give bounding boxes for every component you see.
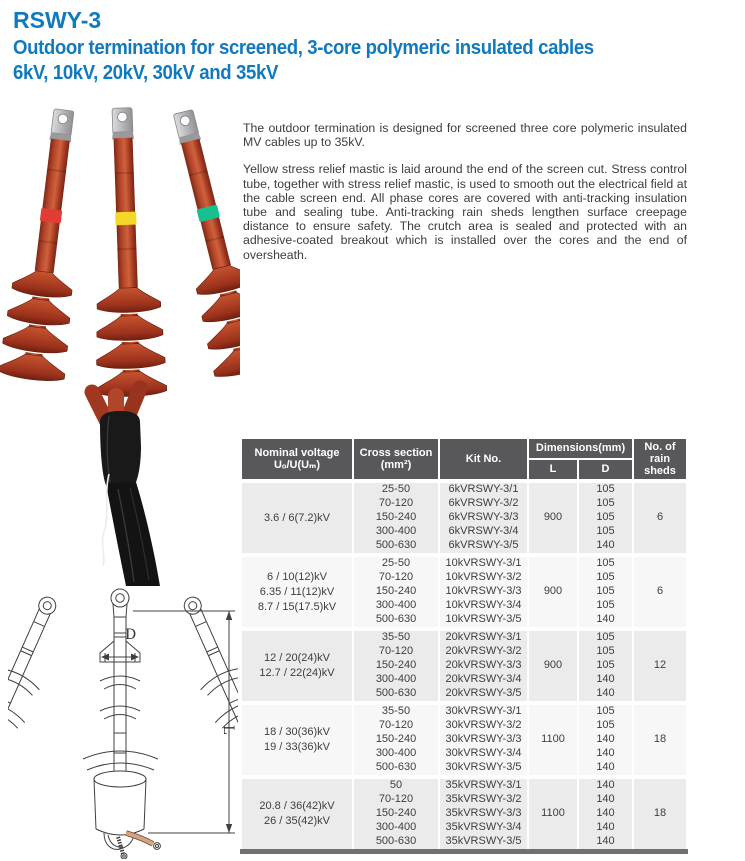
spec-table	[240, 437, 688, 854]
cell-cross-section: 500-630	[353, 613, 439, 629]
cell-dim-d: 105	[578, 511, 633, 525]
phase-band-yellow	[115, 212, 136, 226]
cell-kit-no: 6kVRSWY-3/2	[439, 497, 528, 511]
product-photo	[0, 104, 240, 586]
cell-dim-l: 1100	[528, 703, 578, 777]
header-dim-l: L	[528, 459, 578, 481]
cell-cross-section: 70-120	[353, 793, 439, 807]
cell-voltage: 18 / 30(36)kV 19 / 33(36)kV	[241, 703, 353, 777]
cell-dim-d: 105	[578, 719, 633, 733]
cell-dim-d: 105	[578, 599, 633, 613]
cell-cross-section: 150-240	[353, 733, 439, 747]
description-paragraph-2: Yellow stress relief mastic is laid around the end of the screen cut. Stress control tube, together with stress relief mastic, is used to smooth out the electrical field at the cable screen end. All phase cores are covered with anti-tracking insulation tube and sealing tube. Anti-tracking rain sheds lengthen surface creepage distance to ensure safety. The crutch area is sealed and protected with an adhesive-coated breakout which is installed over the cores and the end of oversheath.	[243, 162, 687, 262]
cell-rain-sheds: 18	[633, 703, 687, 777]
cell-dim-d: 105	[578, 525, 633, 539]
cell-voltage: 12 / 20(24)kV 12.7 / 22(24)kV	[241, 629, 353, 703]
header-nominal-voltage-line2: Uₒ/U(Uₘ)	[273, 459, 321, 471]
cell-dim-d: 105	[578, 585, 633, 599]
cell-cross-section: 300-400	[353, 599, 439, 613]
header-nominal-voltage-line1: Nominal voltage	[254, 447, 340, 459]
cell-kit-no: 35kVRSWY-3/4	[439, 821, 528, 835]
cell-dim-d: 140	[578, 747, 633, 761]
header-rain-sheds-line2: rain sheds	[644, 453, 676, 477]
cell-dim-d: 105	[578, 497, 633, 511]
header-rain-sheds-line1: No. of	[644, 441, 676, 453]
header-nominal-voltage	[241, 438, 353, 481]
cell-cross-section: 500-630	[353, 835, 439, 852]
termination-photo-graphic	[0, 104, 240, 586]
cell-kit-no: 20kVRSWY-3/5	[439, 687, 528, 703]
cell-dim-l: 900	[528, 555, 578, 629]
header-cross-section-line1: Cross section	[359, 447, 433, 459]
cell-dim-d: 140	[578, 835, 633, 852]
cell-cross-section: 300-400	[353, 673, 439, 687]
cell-kit-no: 20kVRSWY-3/2	[439, 645, 528, 659]
spec-table-body	[241, 481, 687, 852]
cell-cross-section: 300-400	[353, 525, 439, 539]
cell-dim-d: 105	[578, 571, 633, 585]
cell-kit-no: 30kVRSWY-3/1	[439, 703, 528, 719]
table-row	[241, 481, 687, 497]
cell-cross-section: 150-240	[353, 585, 439, 599]
header-kit-no: Kit No.	[439, 438, 528, 481]
cell-voltage: 20.8 / 36(42)kV 26 / 35(42)kV	[241, 777, 353, 852]
cell-kit-no: 10kVRSWY-3/5	[439, 613, 528, 629]
table-row	[241, 777, 687, 793]
cell-dim-l: 900	[528, 481, 578, 555]
cell-kit-no: 6kVRSWY-3/4	[439, 525, 528, 539]
cell-rain-sheds: 6	[633, 555, 687, 629]
cell-dim-d: 140	[578, 539, 633, 555]
cell-dim-d: 140	[578, 687, 633, 703]
cell-dim-d: 105	[578, 555, 633, 571]
header-cross-section-line2: (mm²)	[380, 459, 412, 471]
cell-cross-section: 50	[353, 777, 439, 793]
cell-kit-no: 35kVRSWY-3/2	[439, 793, 528, 807]
cell-kit-no: 35kVRSWY-3/1	[439, 777, 528, 793]
cell-dim-d: 140	[578, 807, 633, 821]
cell-voltage: 3.6 / 6(7.2)kV	[241, 481, 353, 555]
cell-kit-no: 30kVRSWY-3/3	[439, 733, 528, 747]
cell-cross-section: 150-240	[353, 807, 439, 821]
cell-dim-d: 105	[578, 629, 633, 645]
cell-cross-section: 500-630	[353, 539, 439, 555]
center-phase-core	[87, 107, 167, 398]
cell-dim-d: 105	[578, 659, 633, 673]
cell-kit-no: 10kVRSWY-3/3	[439, 585, 528, 599]
cell-cross-section: 500-630	[353, 761, 439, 777]
cell-cross-section: 25-50	[353, 481, 439, 497]
table-row	[241, 703, 687, 719]
cell-cross-section: 70-120	[353, 645, 439, 659]
dimension-label-l: L	[220, 725, 236, 735]
cell-dim-d: 140	[578, 673, 633, 687]
cell-dim-d: 140	[578, 733, 633, 747]
cell-dim-d: 105	[578, 645, 633, 659]
cell-cross-section: 500-630	[353, 687, 439, 703]
cell-kit-no: 30kVRSWY-3/2	[439, 719, 528, 733]
description-paragraph-1: The outdoor termination is designed for screened three core polymeric insulated MV cables up to 35kV.	[243, 121, 687, 150]
table-row	[241, 555, 687, 571]
dimension-drawing	[8, 583, 238, 859]
cell-kit-no: 10kVRSWY-3/1	[439, 555, 528, 571]
product-code: RSWY-3	[13, 7, 102, 33]
cell-dim-d: 140	[578, 613, 633, 629]
description	[243, 121, 687, 275]
cell-kit-no: 6kVRSWY-3/5	[439, 539, 528, 555]
cell-kit-no: 30kVRSWY-3/5	[439, 761, 528, 777]
cell-cross-section: 70-120	[353, 571, 439, 585]
cell-cross-section: 70-120	[353, 497, 439, 511]
cell-cross-section: 300-400	[353, 821, 439, 835]
cell-dim-d: 140	[578, 761, 633, 777]
cell-rain-sheds: 12	[633, 629, 687, 703]
cell-kit-no: 20kVRSWY-3/4	[439, 673, 528, 687]
cell-kit-no: 20kVRSWY-3/3	[439, 659, 528, 673]
cell-rain-sheds: 6	[633, 481, 687, 555]
cell-kit-no: 6kVRSWY-3/3	[439, 511, 528, 525]
cell-kit-no: 6kVRSWY-3/1	[439, 481, 528, 497]
cell-cross-section: 35-50	[353, 703, 439, 719]
cell-kit-no: 35kVRSWY-3/5	[439, 835, 528, 852]
breakout-boot	[100, 411, 141, 485]
cell-dim-l: 1100	[528, 777, 578, 852]
header-rain-sheds	[633, 438, 687, 481]
cell-dim-d: 140	[578, 821, 633, 835]
page-header	[13, 4, 637, 86]
table-row	[241, 629, 687, 645]
cell-dim-l: 900	[528, 629, 578, 703]
cell-voltage: 6 / 10(12)kV 6.35 / 11(12)kV 8.7 / 15(17.5)kV	[241, 555, 353, 629]
cell-cross-section: 25-50	[353, 555, 439, 571]
cell-dim-d: 105	[578, 481, 633, 497]
cell-dim-d: 140	[578, 793, 633, 807]
cell-dim-d: 140	[578, 777, 633, 793]
cell-rain-sheds: 18	[633, 777, 687, 852]
cell-cross-section: 300-400	[353, 747, 439, 761]
dimension-label-d: D	[125, 627, 137, 643]
cell-cross-section: 35-50	[353, 629, 439, 645]
header-dimensions: Dimensions(mm)	[528, 438, 633, 459]
header-dim-d: D	[578, 459, 633, 481]
phase-band-red	[40, 208, 62, 223]
header-cross-section	[353, 438, 439, 481]
cell-dim-d: 105	[578, 703, 633, 719]
cell-cross-section: 150-240	[353, 511, 439, 525]
product-title-line2: 6kV, 10kV, 20kV, 30kV and 35kV	[13, 62, 278, 84]
crutch-and-cable	[92, 388, 160, 586]
left-phase-core	[0, 106, 97, 384]
cell-kit-no: 30kVRSWY-3/4	[439, 747, 528, 761]
cell-kit-no: 35kVRSWY-3/3	[439, 807, 528, 821]
dimension-drawing-graphic	[8, 583, 238, 859]
cell-kit-no: 20kVRSWY-3/1	[439, 629, 528, 645]
cell-kit-no: 10kVRSWY-3/4	[439, 599, 528, 613]
cell-kit-no: 10kVRSWY-3/2	[439, 571, 528, 585]
cell-cross-section: 150-240	[353, 659, 439, 673]
cell-cross-section: 70-120	[353, 719, 439, 733]
right-phase-core	[151, 104, 240, 380]
product-title-line1: Outdoor termination for screened, 3-core polymeric insulated cables	[13, 37, 594, 59]
